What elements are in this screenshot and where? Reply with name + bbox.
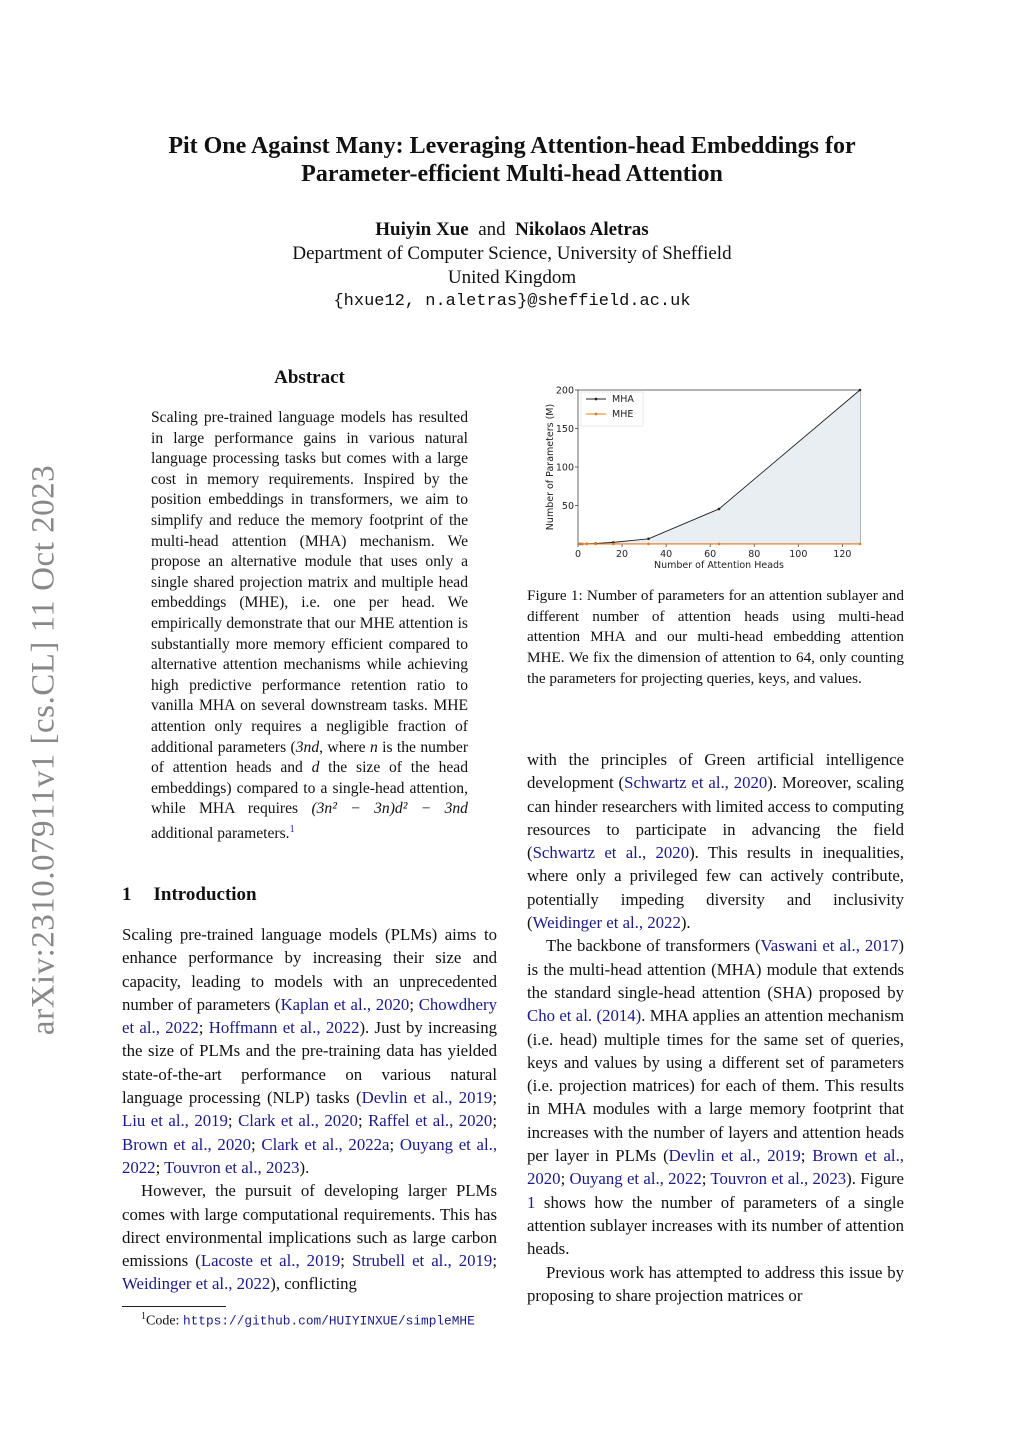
author-1: Huiyin Xue <box>375 219 469 240</box>
citation-link[interactable]: Weidinger et al., 2022 <box>122 1274 271 1294</box>
arxiv-identifier: arXiv:2310.07911v1 [cs.CL] 11 Oct 2023 <box>25 464 62 1036</box>
citation-link[interactable]: Devlin et al., 2019 <box>361 1088 493 1108</box>
y-tick-label: 200 <box>555 385 574 397</box>
citation-link[interactable]: Strubell et al., 2019 <box>351 1251 493 1271</box>
math-mha-params: (3n² − 3n)d² − 3nd <box>311 800 468 818</box>
right-column-text <box>527 748 904 1307</box>
x-axis-label: Number of Attention Heads <box>653 560 785 570</box>
x-tick-label: 100 <box>789 549 808 560</box>
math-d: d <box>311 759 320 777</box>
citation-link[interactable]: Chowdhery et al., 2022 <box>122 994 497 1038</box>
citation-link[interactable]: Brown et al., 2020 <box>527 1146 904 1189</box>
data-point-mhe <box>647 543 650 546</box>
title-line-1: Pit One Against Many: Leveraging Attention-head Embeddings for <box>168 133 856 159</box>
x-tick-label: 0 <box>574 549 582 560</box>
citation-link[interactable]: Clark et al., 2022a <box>261 1134 390 1154</box>
left-column-text <box>122 923 497 1296</box>
data-point-mhe <box>612 543 615 546</box>
x-tick-label: 20 <box>616 549 629 560</box>
footnote-mark: 1 <box>141 1311 146 1322</box>
citation-link[interactable]: (2014) <box>596 1006 642 1026</box>
math-3nd: 3nd <box>295 738 320 756</box>
country: United Kingdom <box>447 267 577 288</box>
citation-link[interactable]: Cho et al. <box>527 1006 593 1026</box>
author-2: Nikolaos Aletras <box>515 219 649 240</box>
code-url-link[interactable]: https://github.com/HUIYINXUE/simpleMHE <box>182 1313 475 1329</box>
figure-caption: Figure 1: Number of parameters for an attention sublayer and different number of attention heads using multi-head attention MHA and our multi-head embedding attention MHE. We fix the dimension of attention to 64, only counting the parameters for projecting queries, keys, and values. <box>527 587 904 687</box>
intro-paragraph-1: Scaling pre-trained language models (PLMs) aims to enhance performance by increasing their size and capacity, leading to models with an unprecedented number of parameters (Kaplan et al., 2020; Chowdhery et al., 2022; Hoffmann et al., 2022). Just by increasing the size of PLMs and the pre-training data has yielded state-of-the-art performance on various natural language processing (NLP) tasks (Devlin et al., 2019; Liu et al., 2019; Clark et al., 2020; Raffel et al., 2020; Brown et al., 2020; Clark et al., 2022a; Ouyang et al., 2022; Touvron et al., 2023). <box>122 925 498 1177</box>
y-axis-label: Number of Parameters (M) <box>545 403 556 531</box>
x-tick-label: 80 <box>748 549 761 560</box>
intro-paragraph-2: However, the pursuit of developing larger PLMs comes with large computational requirements. This has direct environmental implications such as large carbon emissions (Lacoste et al., 2019; Strubell et al., 2019; Weidinger et al., 2022), conflicting <box>122 1181 497 1294</box>
intro-heading-text: Introduction <box>153 884 257 905</box>
figure-1-chart <box>540 380 880 570</box>
data-point-mha <box>859 389 862 392</box>
math-n: n <box>369 738 378 756</box>
intro-paragraph-4: Previous work has attempted to address this issue by proposing to share projection matrices or <box>527 1262 904 1305</box>
citation-link[interactable]: Touvron et al., 2023 <box>710 1169 847 1189</box>
data-point-mhe <box>581 543 584 546</box>
data-point-mha <box>647 537 650 540</box>
y-tick-label: 150 <box>555 424 574 435</box>
legend-label-mha: MHA <box>612 394 634 405</box>
legend-marker-mhe <box>595 413 598 416</box>
intro-heading-num: 1 <box>122 884 132 905</box>
abstract-text: Scaling pre-trained language models has resulted in large performance gains in various natural language processing tasks but comes with a large cost in memory requirements. Inspired by the position embeddings in transformers, we aim to simplify and reduce the memory footprint of the multi-head attention (MHA) mechanism. We propose an alternative module that uses only a single shared projection matrix and multiple head embeddings (MHE), i.e. one per head. We empirically demonstrate that our MHE attention is substantially more memory efficient compared to alternative attention mechanisms while achieving high predictive performance retention ratio to vanilla MHA on several downstream tasks. MHE attention only requires a negligible fraction of additional parameters (3nd, where n is the number of attention heads and d the size of the head embeddings) compared to a single-head attention, while MHA requires (3n² − 3n)d² − 3nd additional parameters.$^1$ <box>151 409 469 843</box>
citation-link[interactable]: Schwartz et al., 2020 <box>532 843 690 863</box>
citation-link[interactable]: Ouyang et al., 2022 <box>569 1169 702 1189</box>
intro-heading <box>122 884 257 906</box>
citation-link[interactable]: Kaplan et al., 2020 <box>280 994 410 1014</box>
footnote-rule <box>122 1306 226 1307</box>
intro-paragraph-2-cont: with the principles of Green artificial intelligence development (Schwartz et al., 2020). Moreover, scaling can hinder researchers with limited access to computing resources to participate in advancing the field (Schwartz et al., 2020). This results in inequalities, where only a privileged few can actively contribute, potentially impeding diversity and inclusivity (Weidinger et al., 2022). <box>527 750 905 933</box>
author-block <box>100 218 924 314</box>
email: {hxue12, n.aletras}@sheffield.ac.uk <box>333 292 691 311</box>
legend-marker-mha <box>595 398 598 401</box>
abstract-heading: Abstract <box>274 367 345 388</box>
citation-link[interactable]: Lacoste et al., 2019 <box>200 1251 341 1271</box>
citation-link[interactable]: Liu et al., 2019 <box>122 1111 228 1131</box>
x-tick-label: 120 <box>833 549 852 560</box>
citation-link[interactable]: Raffel et al., 2020 <box>368 1111 493 1131</box>
y-tick-label: 50 <box>561 501 574 512</box>
x-tick-label: 60 <box>704 549 717 560</box>
data-point-mhe <box>859 543 862 546</box>
affiliation: Department of Computer Science, University of Sheffield <box>292 243 732 264</box>
footnote-ref[interactable]: 1 <box>289 823 295 835</box>
citation-link[interactable]: Touvron et al., 2023 <box>164 1157 300 1177</box>
citation-link[interactable]: Clark et al., 2020 <box>238 1111 358 1131</box>
footnote-label: Code: <box>146 1313 183 1329</box>
intro-paragraph-3: The backbone of transformers (Vaswani et al., 2017) is the multi-head attention (MHA) module that extends the standard single-head attention (SHA) proposed by Cho et al. (2014). MHA applies an attention mechanism (i.e. head) multiple times for the same set of queries, keys and values by using a different set of parameters (i.e. projection matrices) for each of them. This results in MHA modules with a large memory footprint that increases with the number of layers and attention heads per layer in PLMs (Devlin et al., 2019; Brown et al., 2020; Ouyang et al., 2022; Touvron et al., 2023). Figure 1 shows how the number of parameters of a single attention sublayer increases with its number of attention heads. <box>527 936 905 1259</box>
citation-link[interactable]: Devlin et al., 2019 <box>668 1146 801 1166</box>
citation-link[interactable]: Schwartz et al., 2020 <box>624 773 768 793</box>
x-tick-label: 40 <box>660 549 673 560</box>
data-point-mha <box>718 508 721 511</box>
title-line-2: Parameter-efficient Multi-head Attention <box>301 161 723 187</box>
figure-ref-link[interactable]: 1 <box>527 1192 536 1212</box>
citation-link[interactable]: Brown et al., 2020 <box>122 1134 251 1154</box>
citation-link[interactable]: Vaswani et al., 2017 <box>760 936 899 956</box>
footnote <box>141 1311 475 1330</box>
legend-label-mhe: MHE <box>612 409 634 420</box>
arxiv-sidebar <box>14 450 74 1050</box>
chart-plot-area <box>545 386 861 571</box>
paper-title <box>100 132 924 188</box>
citation-link[interactable]: Ouyang et al., 2022 <box>122 1134 498 1177</box>
citation-link[interactable]: Hoffmann et al., 2022 <box>208 1018 360 1038</box>
data-point-mhe <box>594 543 597 546</box>
author-and: and <box>478 219 506 240</box>
data-point-mhe <box>586 543 589 546</box>
citation-link[interactable]: Weidinger et al., 2022 <box>532 913 681 933</box>
y-tick-label: 100 <box>555 462 574 474</box>
data-point-mhe <box>718 543 721 546</box>
